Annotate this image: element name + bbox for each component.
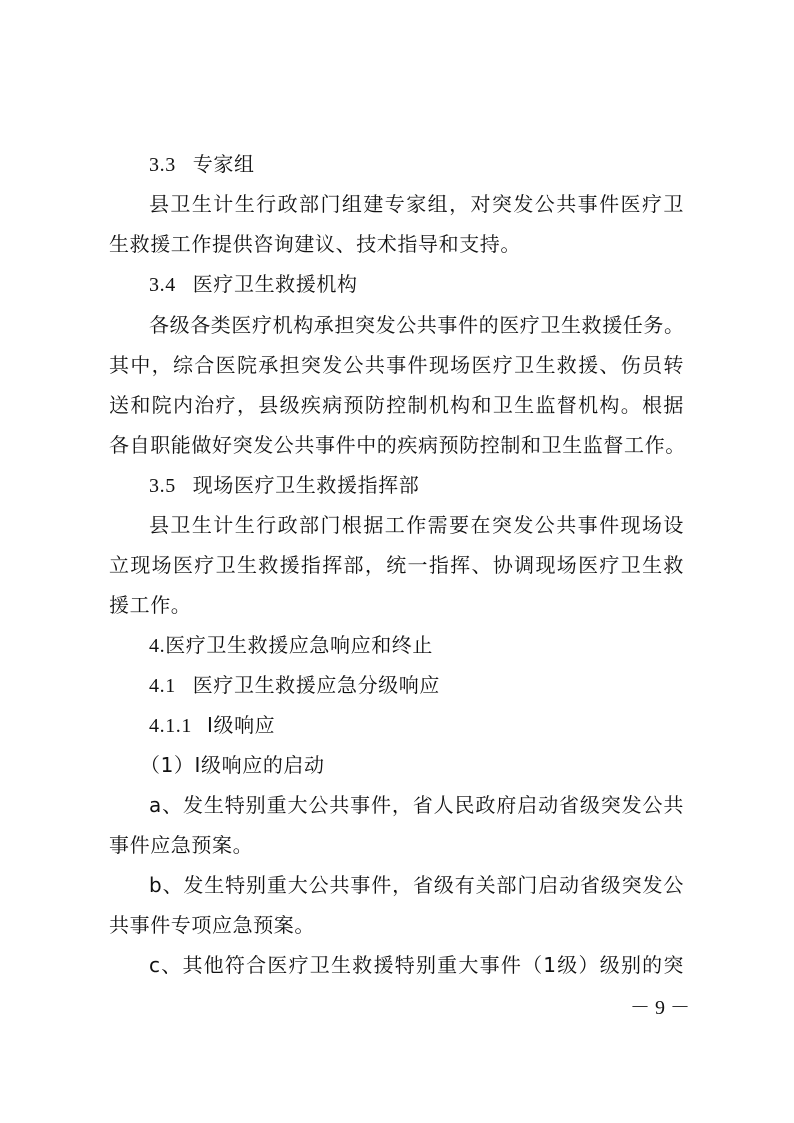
heading-4 [149,625,499,665]
paragraph-line: 县卫生计生行政部门根据工作需要在突发公共事件现场设 [149,513,684,537]
paragraph-line: 共事件专项应急预案。 [109,913,315,937]
heading-number: 4. [149,635,166,657]
paragraph-line: 事件应急预案。 [109,833,254,857]
heading-item-1: （1）Ⅰ级响应的启动 [140,753,325,777]
paragraph-line: 各自职能做好突发公共事件中的疾病预防控制和卫生监督工作。 [109,433,686,457]
heading-title: 医疗卫生救援应急响应和终止 [165,633,434,657]
paragraph-line: c、其他符合医疗卫生救援特别重大事件（1级）级别的突 [149,953,684,977]
paragraph-line: 援工作。 [109,593,192,617]
heading-number: 3.5 [149,475,176,497]
paragraph-line: 送和院内治疗，县级疾病预防控制机构和卫生监督机构。根据 [109,393,684,417]
paragraph-line: 其中，综合医院承担突发公共事件现场医疗卫生救援、伤员转 [109,353,684,377]
heading-3-4 [149,264,449,304]
heading-number: 4.1.1 [149,715,192,737]
heading-title: 医疗卫生救援应急分级响应 [192,673,440,697]
page-number: － 9 － [630,997,690,1019]
paragraph-line: 生救援工作提供咨询建议、技术指导和支持。 [109,232,521,256]
paragraph-line: 县卫生计生行政部门组建专家组，对突发公共事件医疗卫 [149,192,684,216]
heading-3-3 [149,144,349,184]
paragraph-line: 立现场医疗卫生救援指挥部，统一指挥、协调现场医疗卫生救 [109,553,684,577]
heading-title: 专家组 [192,152,255,176]
paragraph-line: a、发生特别重大公共事件，省人民政府启动省级突发公共 [149,793,684,817]
paragraph-line: b、发生特别重大公共事件，省级有关部门启动省级突发公 [149,873,684,897]
heading-3-5 [149,465,499,505]
heading-number: 4.1 [149,675,176,697]
heading-number: 3.3 [149,154,176,176]
heading-title: 现场医疗卫生救援指挥部 [192,473,420,497]
heading-4-1-1 [149,705,399,745]
heading-title: Ⅰ级响应 [206,713,276,737]
paragraph-line: 各级各类医疗机构承担突发公共事件的医疗卫生救援任务。 [149,313,685,337]
heading-number: 3.4 [149,274,176,296]
heading-title: 医疗卫生救援机构 [192,272,358,296]
heading-4-1 [149,665,499,705]
